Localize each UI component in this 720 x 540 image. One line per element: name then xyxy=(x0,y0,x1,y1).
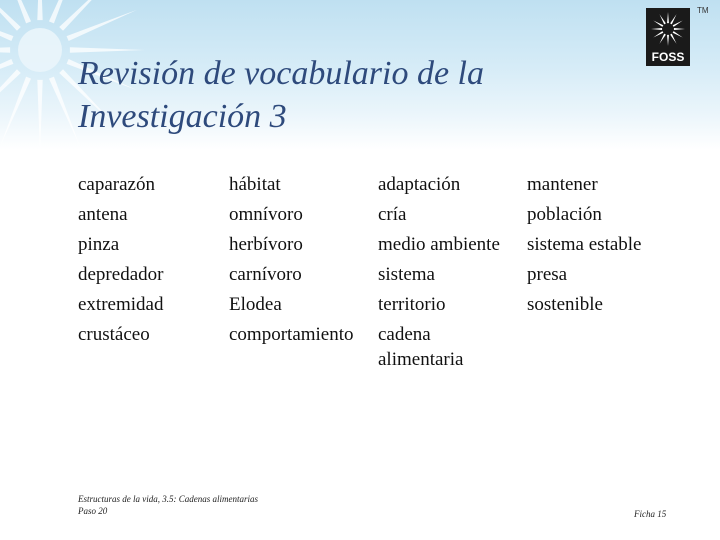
sunburst-ray xyxy=(0,0,31,23)
vocab-term: sostenible xyxy=(527,294,603,315)
vocab-term: crustáceo xyxy=(78,324,150,345)
trademark-mark: TM xyxy=(697,6,709,15)
vocab-term: depredador xyxy=(78,264,164,285)
vocab-term: omnívoro xyxy=(229,204,303,225)
vocab-term: sistema xyxy=(378,264,435,285)
vocab-term: antena xyxy=(78,204,128,225)
vocab-term: mantener xyxy=(527,174,598,195)
vocab-term: pinza xyxy=(78,234,120,255)
vocab-term: cadena alimentaria xyxy=(378,324,464,370)
vocab-term: medio ambiente xyxy=(378,234,500,255)
sunburst-ray xyxy=(59,0,114,31)
vocab-term: presa xyxy=(527,264,568,285)
footer-citation xyxy=(78,493,258,517)
sunburst-ray xyxy=(37,80,42,155)
logo-text: FOSS xyxy=(651,50,685,64)
sunburst-ray xyxy=(37,0,42,20)
vocab-term: adaptación xyxy=(378,174,461,195)
vocab-term: carnívoro xyxy=(229,264,302,285)
footer-citation-line-2: Paso 20 xyxy=(78,506,108,516)
sunburst-ray xyxy=(0,0,21,31)
vocab-column-3 xyxy=(378,170,500,372)
vocab-term: extremidad xyxy=(78,294,164,315)
sunburst-ray xyxy=(0,69,21,124)
vocab-term: Elodea xyxy=(229,294,282,315)
vocab-column-4 xyxy=(527,170,642,320)
footer-page-label: Ficha 15 xyxy=(634,509,667,519)
vocab-column-1 xyxy=(78,170,163,350)
title-line-2: Investigación 3 xyxy=(78,98,287,135)
vocab-term: población xyxy=(527,204,602,225)
vocab-term: caparazón xyxy=(78,174,155,195)
vocab-term: cría xyxy=(378,204,407,225)
title-line-1: Revisión de vocabulario de la xyxy=(78,55,485,92)
vocab-term: herbívoro xyxy=(229,234,303,255)
foss-logo-icon xyxy=(646,8,690,66)
sunburst-ray xyxy=(0,47,10,52)
vocab-term: sistema estable xyxy=(527,234,642,255)
footer-citation-line-1: Estructuras de la vida, 3.5: Cadenas alimentarias xyxy=(78,494,258,504)
vocab-term: hábitat xyxy=(229,174,281,195)
vocab-term: territorio xyxy=(378,294,446,315)
vocab-column-2 xyxy=(229,170,354,350)
sunburst-ray xyxy=(49,0,80,23)
vocab-term: comportamiento xyxy=(229,324,354,345)
slide-title xyxy=(78,52,638,138)
